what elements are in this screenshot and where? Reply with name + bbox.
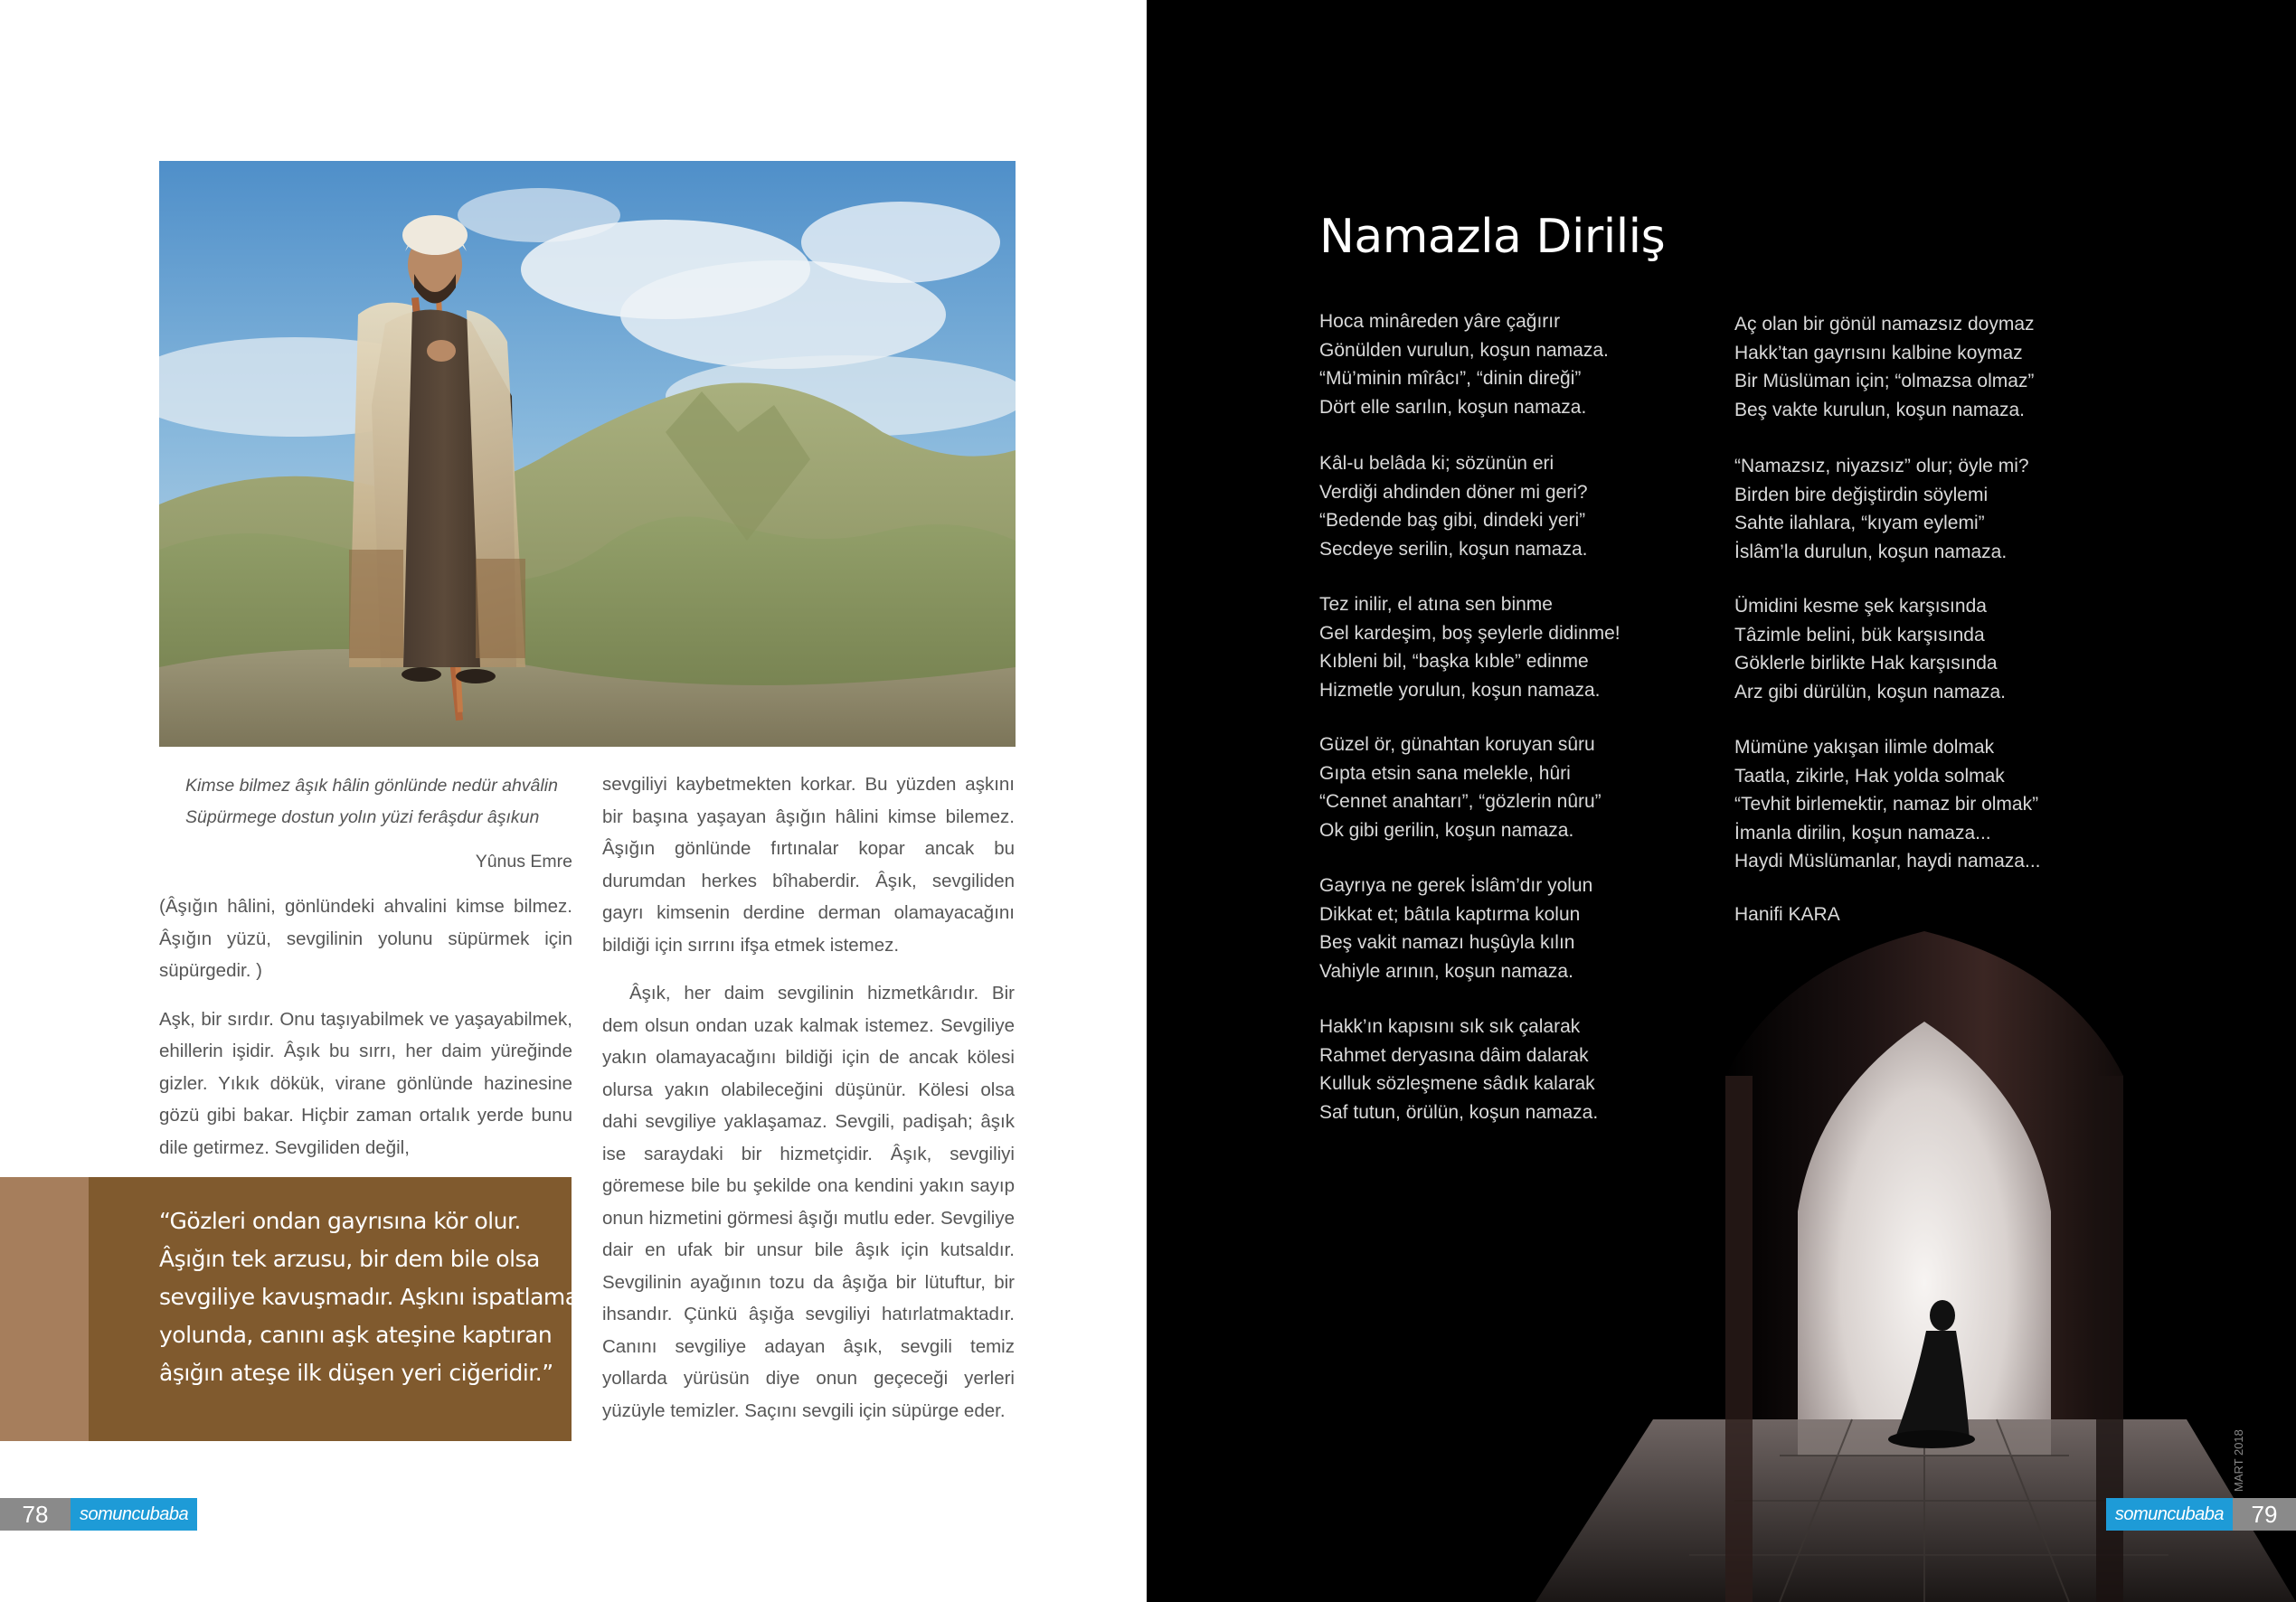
footer-left (0, 1498, 197, 1531)
verse-line: Kulluk sözleşmene sâdık kalarak (1319, 1073, 1595, 1094)
verse-line: Hakk’ın kapısını sık sık çalarak (1319, 1016, 1581, 1037)
verse-line: Verdiği ahdinden döner mi geri? (1319, 481, 1588, 503)
epigraph (185, 770, 572, 878)
paragraph: Âşık, her daim sevgilinin hizmetkârıdır. Bir dem olsun ondan uzak kalmak istemez. Sevgiliye yakın olamayacağını bildiği için de ancak kölesi olursa yakın olabileceğini düşünür. Kölesi olsa dahi sevgiliye yaklaşamaz. Sevgili, padişah; âşık ise saraydaki bir hizmetçidir. Âşık, sevgiliyi göremese bile bu şekilde ona kendini yakın sayıp onun hizmetini görmesi âşığı mutlu eder. Sevgiliye dair en ufak bir unsur bile âşık için kutsaldır. Sevgilinin ayağının tozu da âşığa bir lütuftur, bir ihsandır. Çünkü âşığa sevgiliyi hatırlatmaktadır. Canını sevgiliye adayan âşık, sevgili temiz yollarda yürüsün diye onun geçeceği yerleri yüzüyle temizler. Saçını sevgili için süpürge eder. (602, 983, 1015, 1421)
verse-line: Hizmetle yorulun, koşun namaza. (1319, 679, 1601, 701)
stanza (1734, 310, 2035, 424)
verse-line: “Cennet anahtarı”, “gözlerin nûru” (1319, 791, 1602, 812)
magazine-logo: somuncubaba (71, 1498, 197, 1531)
magazine-logo: somuncubaba (2106, 1498, 2233, 1531)
stanza (1734, 452, 2029, 566)
verse-line: Tâzimle belini, bük karşısında (1734, 624, 1985, 646)
page-number: 79 (2233, 1498, 2296, 1531)
pull-quote-line: “Gözleri ondan gayrısına kör olur. (159, 1208, 521, 1234)
issue-date-text: MART 2018 (2232, 1429, 2245, 1492)
verse-line: Secdeye serilin, koşun namaza. (1319, 538, 1588, 560)
stanza (1319, 1013, 1598, 1126)
verse-line: İslâm’la durulun, koşun namaza. (1734, 541, 2008, 562)
verse-line: Sahte ilahlara, “kıyam eylemi” (1734, 513, 1985, 533)
left-page (0, 0, 1147, 1602)
stanza (1734, 733, 2041, 876)
epigraph-line: Süpürmege dostun yolın yüzi ferâşdur âşıkun (185, 807, 540, 827)
stanza (1319, 307, 1609, 421)
verse-line: Haydi Müslümanlar, haydi namaza... (1734, 851, 2041, 872)
pull-quote-accent (0, 1177, 89, 1441)
dervish-photo (159, 161, 1016, 747)
pull-quote-line: sevgiliye kavuşmadır. Aşkını ispatlama (159, 1284, 579, 1310)
verse-line: Kâl-u belâda ki; sözünün eri (1319, 453, 1554, 474)
stanza (1319, 590, 1620, 704)
page-number: 78 (0, 1498, 71, 1531)
issue-date (2232, 1429, 2250, 1492)
stanza (1319, 872, 1592, 985)
article-column-1 (159, 891, 572, 1180)
verse-line: Aç olan bir gönül namazsız doymaz (1734, 314, 2035, 335)
pull-quote-line: Âşığın tek arzusu, bir dem bile olsa (159, 1246, 540, 1272)
verse-line: Arz gibi dürülün, koşun namaza. (1734, 681, 2006, 702)
verse-line: Göklerle birlikte Hak karşısında (1734, 653, 1998, 674)
verse-line: Taatla, zikirle, Hak yolda solmak (1734, 765, 2005, 787)
verse-line: Kıbleni bil, “başka kıble” edinme (1319, 651, 1589, 672)
verse-line: Birden bire değiştirdin söylemi (1734, 484, 1989, 505)
pull-quote (159, 1202, 579, 1392)
stanza (1319, 730, 1602, 844)
verse-line: Ümidini kesme şek karşısında (1734, 596, 1987, 617)
verse-line: “Namazsız, niyazsız” olur; öyle mi? (1734, 456, 2029, 476)
epigraph-author: Yûnus Emre (475, 852, 572, 872)
pull-quote-line: âşığın ateşe ilk düşen yeri ciğeridir.” (159, 1360, 553, 1386)
article-column-2 (602, 768, 1015, 1443)
epigraph-line: Kimse bilmez âşık hâlin gönlünde nedür ahvâlin (185, 776, 558, 796)
verse-line: “Bedende baş gibi, dindeki yeri” (1319, 510, 1586, 531)
verse-line: Gayrıya ne gerek İslâm’dır yolun (1319, 875, 1593, 896)
poet-name: Hanifi KARA (1734, 904, 1840, 925)
verse-line: Rahmet deryasına dâim dalarak (1319, 1044, 1589, 1066)
verse-line: Mümüne yakışan ilimle dolmak (1734, 737, 1995, 758)
stanza (1734, 592, 2006, 706)
verse-line: Güzel ör, günahtan koruyan sûru (1319, 734, 1595, 755)
verse-line: Beş vakte kurulun, koşun namaza. (1734, 399, 2026, 420)
poem-title: Namazla Diriliş (1319, 210, 1666, 264)
footer-right (2106, 1498, 2296, 1531)
verse-line: Gel kardeşim, boş şeylerle didinme! (1319, 622, 1620, 644)
verse-line: “Tevhit birlemektir, namaz bir olmak” (1734, 794, 2039, 815)
verse-line: Gıpta etsin sana melekle, hûri (1319, 762, 1571, 784)
stanza (1319, 449, 1588, 563)
verse-line: Ok gibi gerilin, koşun namaza. (1319, 819, 1574, 841)
verse-line: Beş vakit namazı huşûyla kılın (1319, 932, 1575, 953)
paragraph: (Âşığın hâlini, gönlündeki ahvalini kimse bilmez. Âşığın yüzü, sevgilinin yolunu süpürmek için süpürgedir. ) (159, 896, 572, 981)
verse-line: “Mü’minin mîrâcı”, “dinin direği” (1319, 368, 1582, 389)
verse-line: Gönülden vurulun, koşun namaza. (1319, 339, 1609, 361)
verse-line: Tez inilir, el atına sen binme (1319, 594, 1553, 615)
pull-quote-line: yolunda, canını aşk ateşine kaptıran (159, 1322, 553, 1348)
verse-line: Bir Müslüman için; “olmazsa olmaz” (1734, 371, 2035, 391)
verse-line: Saf tutun, örülün, koşun namaza. (1319, 1101, 1599, 1123)
verse-line: Dikkat et; bâtıla kaptırma kolun (1319, 903, 1581, 925)
verse-line: Hakk’tan gayrısını kalbine koymaz (1734, 342, 2023, 363)
verse-line: İmanla dirilin, koşun namaza... (1734, 822, 1991, 843)
verse-line: Vahiyle arının, koşun namaza. (1319, 960, 1573, 982)
verse-line: Dört elle sarılın, koşun namaza. (1319, 396, 1587, 418)
paragraph: sevgiliyi kaybetmekten korkar. Bu yüzden aşkını bir başına yaşayan âşığın hâlini kimse bilemez. Âşığın gönlünde fırtınalar kopar ancak bu durumdan herkes bîhaberdir. Âşık, sevgiliden gayrı kimsenin derdine derman olamayacağını bildiği için sırrını ifşa etmek istemez. (602, 774, 1015, 956)
paragraph: Aşk, bir sırdır. Onu taşıyabilmek ve yaşayabilmek, ehillerin işidir. Âşık bu sırrı, her daim yüreğinde gizler. Yıkık dökük, virane gönlünde hazinesine gözü gibi bakar. Hiçbir zaman ortalık yerde bunu dile getirmez. Sevgiliden değil, (159, 1008, 572, 1158)
verse-line: Hoca minâreden yâre çağırır (1319, 311, 1561, 332)
